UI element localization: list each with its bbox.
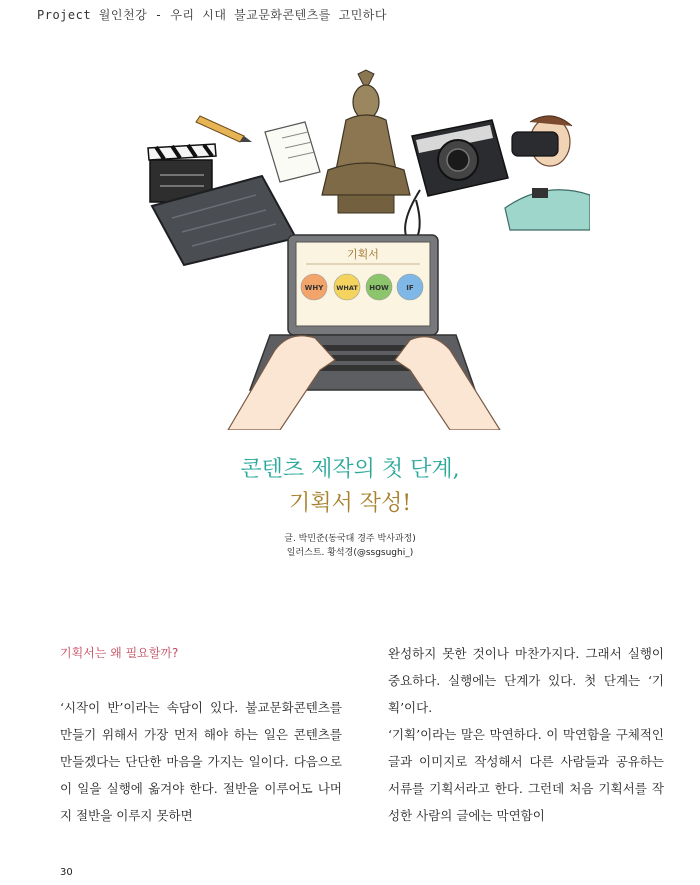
vr-person-icon bbox=[505, 116, 590, 230]
pencil-icon bbox=[196, 116, 252, 142]
title-line-1: 콘텐츠 제작의 첫 단계, bbox=[240, 457, 460, 482]
left-column bbox=[60, 640, 342, 829]
right-paragraph-2: ‘기획’이라는 말은 막연하다. 이 막연함을 구체적인 글과 이미지로 작성해서 다른 사람들과 공유하는 서류를 기획서라고 한다. 그런데 처음 기획서를 작성한 사람의 글에는 막연함이 bbox=[388, 727, 664, 823]
circle-how: HOW bbox=[369, 284, 389, 292]
title-line-2: 기획서 작성! bbox=[288, 491, 412, 516]
papers-icon bbox=[265, 122, 320, 182]
circle-why: WHY bbox=[304, 284, 324, 292]
page-number: 30 bbox=[60, 867, 73, 878]
page-header: Project 월인천강 - 우리 시대 불교문화콘텐츠를 고민하다 bbox=[37, 8, 387, 22]
circle-what: WHAT bbox=[336, 284, 358, 292]
doc-label: 기획서 bbox=[347, 248, 379, 261]
right-paragraph-1: 완성하지 못한 것이나 마찬가지다. 그래서 실행이 중요하다. 실행에는 단계가 있다. 첫 단계는 ‘기획’이다. bbox=[388, 646, 664, 715]
buddha-statue-icon bbox=[322, 70, 410, 213]
left-paragraph: ‘시작이 반’이라는 속담이 있다. 불교문화콘텐츠를 만들기 위해서 가장 먼저 해야 하는 일은 콘텐츠를 만들겠다는 단단한 마음을 가지는 일이다. 다음으로 이 일을 실행에 옮겨야 한다. 절반을 이루어도 나머지 절반을 이루지 못하면 bbox=[60, 700, 342, 823]
section-subheading: 기획서는 왜 필요할까? bbox=[60, 646, 179, 660]
camera-icon bbox=[405, 120, 508, 245]
credit-writer: 글. 박민준(동국대 경주 박사과정) bbox=[284, 534, 416, 544]
right-column bbox=[388, 640, 664, 829]
circle-if: IF bbox=[406, 284, 414, 292]
credit-illustrator: 일러스트. 황석경(@ssgsughi_) bbox=[286, 548, 414, 558]
illustration bbox=[120, 60, 590, 430]
